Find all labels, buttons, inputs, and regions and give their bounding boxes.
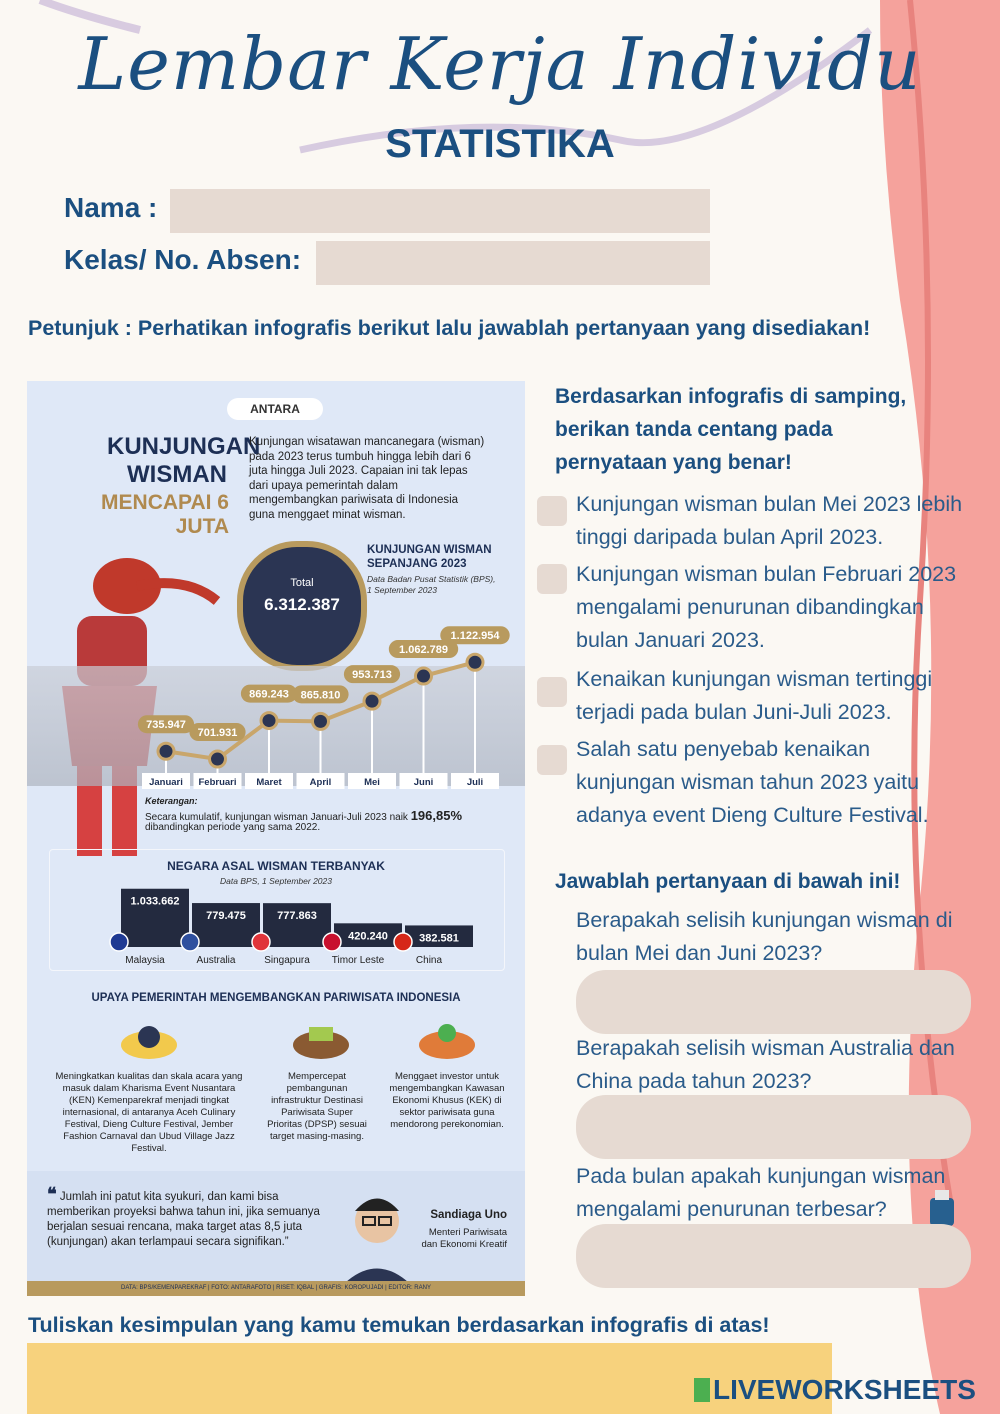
bar-category-label: China bbox=[415, 955, 443, 966]
event-icon bbox=[119, 1019, 179, 1061]
person-name: Sandiaga Uno bbox=[430, 1209, 507, 1221]
flag-icon bbox=[110, 933, 128, 951]
statement-3-line-1: Kenaikan kunjungan wisman tertinggi bbox=[576, 667, 933, 691]
question-2-line-1: Berapakah selisih wisman Australia dan bbox=[576, 1036, 955, 1060]
chart-tick-label: Januari bbox=[149, 777, 183, 788]
line-chart bbox=[27, 601, 525, 791]
chart-point-juli bbox=[467, 654, 483, 670]
question-1-line-1: Berapakah selisih kunjungan wisman di bbox=[576, 908, 953, 932]
chart-point-januari bbox=[158, 743, 174, 759]
liveworksheets-logo-icon bbox=[694, 1378, 710, 1402]
statement-4-line-2: kunjungan wisman tahun 2023 yaitu bbox=[576, 770, 920, 794]
flag-icon bbox=[181, 933, 199, 951]
chart-title-1: KUNJUNGAN WISMAN bbox=[367, 544, 492, 556]
infrastructure-icon bbox=[291, 1019, 351, 1061]
chart-point-juni bbox=[416, 668, 432, 684]
section1-heading-3: pernyataan yang benar! bbox=[555, 451, 792, 474]
quote-mark-icon: ❝ bbox=[47, 1184, 57, 1204]
bar-category-label: Singapura bbox=[264, 955, 310, 966]
question-3-line-2: mengalami penurunan terbesar? bbox=[576, 1197, 887, 1221]
quote-text: Jumlah ini patut kita syukuri, dan kami bisa memberikan proyeksi bahwa tahun ini, jika semuanya berjalan sesuai rencana, maka target atas 8,5 juta (kunjungan) akan terlampaui secara signifikan.” bbox=[47, 1191, 320, 1248]
chart-point-februari bbox=[210, 751, 226, 767]
name-label: Nama : bbox=[64, 192, 158, 223]
page-subtitle: STATISTIKA bbox=[385, 122, 615, 166]
headline-1: KUNJUNGAN bbox=[107, 433, 261, 460]
question-2-line-2: China pada tahun 2023? bbox=[576, 1069, 812, 1093]
effort-title: UPAYA PEMERINTAH MENGEMBANGKAN PARIWISATA INDONESIA bbox=[91, 992, 461, 1004]
statement-1-line-2: tinggi daripada bulan April 2023. bbox=[576, 525, 884, 549]
effort-1: Meningkatkan kualitas dan skala acara yang masuk dalam Kharisma Event Nusantara (KEN) Kemenparekraf menjadi tingkat internasional, di antaranya Aceh Culinary Festival, Dieng Culture Festival, Jember Fashion Carnaval dan Ubud Village Jazz Festival. bbox=[55, 1071, 243, 1154]
note-text-2: dibandingkan periode yang sama 2022. bbox=[145, 822, 321, 833]
infographic bbox=[27, 381, 525, 1296]
chart-source-1: Data Badan Pusat Statistik (BPS), bbox=[367, 574, 496, 584]
chart-tick-label: Maret bbox=[256, 777, 282, 788]
chart-tick-label: April bbox=[309, 777, 332, 788]
bar-category-label: Timor Leste bbox=[331, 955, 385, 966]
section1-heading-2: berikan tanda centang pada bbox=[555, 418, 833, 441]
antara-logo: ANTARA bbox=[227, 398, 323, 420]
name-field[interactable] bbox=[170, 189, 710, 233]
total-label: Total bbox=[290, 577, 314, 589]
chart-data-label: 869.243 bbox=[249, 688, 289, 701]
credits-bar: DATA: BPS/KEMENPAREKRAF | FOTO: ANTARAFOTO | RISET: IQBAL | GRAFIS: KOROPUJADI | EDITOR: RANY bbox=[27, 1281, 525, 1296]
conclusion-prompt: Tuliskan kesimpulan yang kamu temukan berdasarkan infografis di atas! bbox=[28, 1313, 770, 1337]
countries-source: Data BPS, 1 September 2023 bbox=[220, 876, 332, 886]
note-text: Secara kumulatif, kunjungan wisman Januari-Juli 2023 naik bbox=[145, 812, 408, 823]
total-value: 6.312.387 bbox=[264, 595, 340, 614]
bar-value-label: 779.475 bbox=[206, 910, 246, 923]
checkbox-statement-1[interactable] bbox=[537, 496, 567, 526]
checkbox-statement-4[interactable] bbox=[537, 745, 567, 775]
page-title: Lembar Kerja Individu bbox=[78, 22, 922, 106]
statement-3-line-2: terjadi pada bulan Juni-Juli 2023. bbox=[576, 700, 892, 724]
countries-title: NEGARA ASAL WISMAN TERBANYAK bbox=[167, 859, 385, 873]
chart-data-label: 865.810 bbox=[300, 689, 341, 702]
person-role-1: Menteri Pariwisata bbox=[428, 1227, 507, 1238]
instruction-text: Petunjuk : Perhatikan infografis berikut lalu jawablah pertanyaan yang disediakan! bbox=[28, 316, 871, 340]
chart-tick-label: Juni bbox=[413, 777, 434, 788]
bar-value-label: 777.863 bbox=[277, 910, 317, 923]
chart-source-2: 1 September 2023 bbox=[367, 585, 437, 595]
chart-data-label: 1.122.954 bbox=[450, 630, 500, 643]
answer-field-2[interactable] bbox=[576, 1095, 971, 1159]
brand-text: LIVEWORKSHEETS bbox=[713, 1374, 976, 1405]
chart-tick-label: Mei bbox=[364, 777, 380, 788]
answer-field-1[interactable] bbox=[576, 970, 971, 1034]
chart-point-mei bbox=[364, 693, 380, 709]
chart-data-label: 735.947 bbox=[146, 719, 186, 732]
note-label: Keterangan: bbox=[145, 796, 198, 806]
class-number-field[interactable] bbox=[316, 241, 710, 285]
flag-icon bbox=[323, 933, 341, 951]
class-label: Kelas/ No. Absen: bbox=[64, 244, 302, 275]
statement-2-line-1: Kunjungan wisman bulan Februari 2023 bbox=[576, 562, 957, 586]
statement-2-line-3: bulan Januari 2023. bbox=[576, 628, 765, 652]
bar-category-label: Malaysia bbox=[125, 955, 165, 966]
note-value: 196,85% bbox=[410, 808, 463, 823]
question-3-line-1: Pada bulan apakah kunjungan wisman bbox=[576, 1164, 946, 1188]
headline-3: MENCAPAI 6 JUTA bbox=[101, 491, 229, 538]
chart-data-label: 1.062.789 bbox=[399, 644, 448, 657]
headline-2: WISMAN bbox=[127, 461, 227, 488]
intro-text: Kunjungan wisatawan mancanegara (wisman) pada 2023 terus tumbuh hingga lebih dari 6 juta hingga Juli 2023. Capaian ini tak lepas dari upaya pemerintah dalam mengembangkan pariwisata di Indonesia guna menggaet minat wisman. bbox=[249, 436, 485, 521]
answer-field-3[interactable] bbox=[576, 1224, 971, 1288]
checkbox-statement-3[interactable] bbox=[537, 677, 567, 707]
question-1-line-2: bulan Mei dan Juni 2023? bbox=[576, 941, 823, 965]
chart-tick-label: Juli bbox=[466, 777, 484, 788]
bar-value-label: 1.033.662 bbox=[130, 895, 180, 908]
statement-4-line-3: adanya event Dieng Culture Festival. bbox=[576, 803, 929, 827]
chart-point-maret bbox=[261, 713, 277, 729]
conclusion-field[interactable] bbox=[27, 1343, 832, 1414]
statement-1-line-1: Kunjungan wisman bulan Mei 2023 lebih bbox=[576, 492, 963, 516]
flag-icon bbox=[394, 933, 412, 951]
chart-point-april bbox=[313, 713, 329, 729]
investment-icon bbox=[417, 1019, 477, 1061]
section2-heading: Jawablah pertanyaan di bawah ini! bbox=[555, 870, 901, 893]
section1-heading-1: Berdasarkan infografis di samping, bbox=[555, 385, 907, 408]
chart-tick-label: Februari bbox=[198, 777, 237, 788]
person-role-2: dan Ekonomi Kreatif bbox=[421, 1239, 507, 1250]
flag-icon bbox=[252, 933, 270, 951]
effort-2: Mempercepat pembangunan infrastruktur Destinasi Pariwisata Super Prioritas (DPSP) sesuai target masing-masing. bbox=[267, 1071, 367, 1142]
bar-category-label: Australia bbox=[196, 955, 236, 966]
statement-4-line-1: Salah satu penyebab kenaikan bbox=[576, 737, 871, 761]
effort-3: Menggaet investor untuk mengembangkan Kawasan Ekonomi Khusus (KEK) di sektor pariwisata guna mendorong perekonomian. bbox=[389, 1071, 505, 1130]
chart-title-2: SEPANJANG 2023 bbox=[367, 558, 467, 570]
chart-data-label: 953.713 bbox=[352, 669, 392, 682]
statement-2-line-2: mengalami penurunan dibandingkan bbox=[576, 595, 924, 619]
bar-value-label: 420.240 bbox=[348, 930, 388, 943]
checkbox-statement-2[interactable] bbox=[537, 564, 567, 594]
bar-chart bbox=[49, 881, 503, 971]
chart-data-label: 701.931 bbox=[197, 727, 238, 740]
bar-value-label: 382.581 bbox=[419, 932, 459, 945]
